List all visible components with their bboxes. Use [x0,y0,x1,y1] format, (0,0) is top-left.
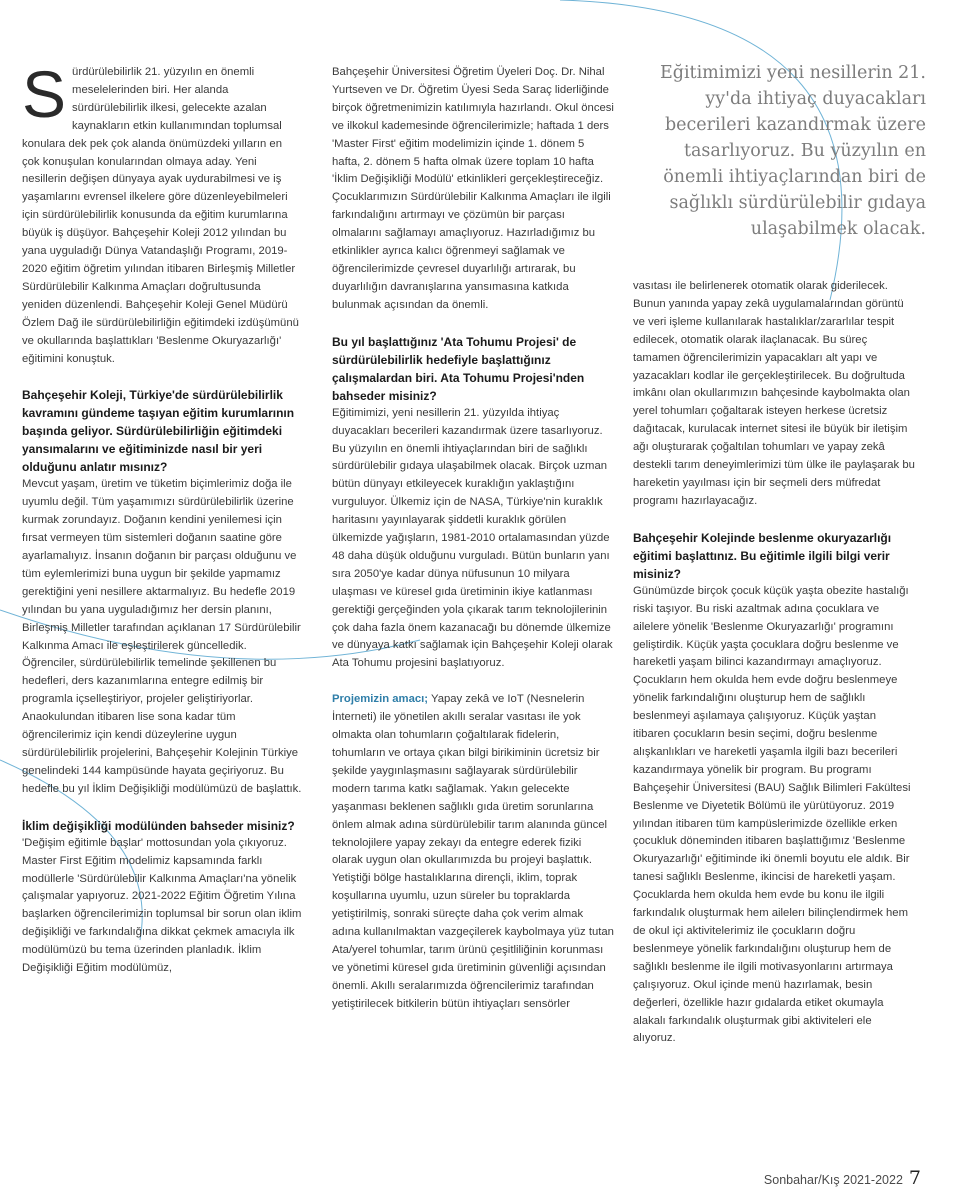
question-4: Bahçeşehir Kolejinde beslenme okuryazarlığı eğitimi başlattınız. Bu eğitimle ilgili bilgi verir misiniz? [633,530,892,581]
question-2: İklim değişikliği modülünden bahseder misiniz? [22,818,295,833]
project-aim-paragraph [332,691,614,1013]
continued-answer-3: vasıtası ile belirlenerek otomatik olarak giderilecek. Bunun yanında yapay zekâ uygulamalarından görüntü ve veri işleme kullanılarak hastalıklar/zararlılar tespit edilecek, otomatik olarak ilaçlanacak. Bu süreç tamamen öğrencilerimizin yapacakları alt yapı ve yazacakları kodlar ile gerçekleştirilecek. Bu doğrultuda imkânı olan okullarımızın bahçesinde kaybolmakta olan yerel tohumları çoğaltarak isteyen herkese ücretsiz dağıtacak, kurulacak internet sitesi ile büyük bir iletişim ağı oluşturarak çoğaltılan tohumları ve yapay zekâ destekli tarım deneyimlerimizi tüm ülke ile paylaşarak bu hareketin yayılması için bir seçmeli ders müfredat programı hazırlayacağız. [633,280,915,507]
column-3 [633,278,915,1048]
answer-1: Mevcut yaşam, üretim ve tüketim biçimlerimiz doğa ile uyumlu değil. Tüm yaşamımızı sürdürülebilirlik üzerine kurmak zorundayız. Doğanın kendini yenilemesi için fırsat vermeyen tüm sistemleri doğanın saatine göre ayarlamalıyız. İnsanın doğanın bir parçası olduğunu ve tüm eylemlerimizi buna uygun bir şekilde yapmamız gerektiğini yeni nesillere aktarmalıyız. Bu hedefle 2019 yılından bu yana uyguladığımız her dersin planını, Birleşmiş Milletler tarafından açıklanan 17 Sürdürülebilir Kalkınma Amacı ile eşleştirilerek güncelledik. Öğrenciler, sürdürülebilirlik temelinde şekillenen bu hedefleri, ders kazanımlarına entegre edilmiş bir programla içselleştiriyor, projeler geliştiriyorlar. Anaokulundan itibaren lise sona kadar tüm öğrencilerimiz için kendi düzeylerine uygun sürdürülebilirlik projelerini, Bahçeşehir Kolejinin Türkiye genelindeki 144 kampüsünde hayata geçiriyoruz. Bu hedefle bu yıl İklim Değişikliği modülümüzü de başlattık. [22,478,302,795]
intro-paragraph [22,57,302,368]
project-aim-lead: Projemizin amacı; [332,693,429,706]
page-footer [764,1167,921,1189]
answer-4: Günümüzde birçok çocuk küçük yaşta obezite hastalığı riski taşıyor. Bu riski azaltmak adına çocuklara ve ailelere yönelik 'Beslenme Okuryazarlığı' programını geliştirdik. Küçük yaşta çocuklara doğru beslenme ve hareketli yaşam bilinci kazandırmayı amaçlıyoruz. Çocukların hem okulda hem evde doğru beslenmeye yönelik farkındalığını oluşturup hem de sağlıklı beslenmeyi aşılamaya çalışıyoruz. Küçük yaştan itibaren çocukların besin seçimi, doğru beslenme alışkanlıkları ve hareketli yaşamla ilgili bazı becerileri kazandırmaya yönelik bir program. Bu programı Bahçeşehir Üniversitesi (BAU) Sağlık Bilimleri Fakültesi Beslenme ve Diyetetik Bölümü ile yürütüyoruz. 2019 yılından itibaren tüm kampüslerimizde özellikle erken çocukluk döneminden itibaren başlattığımız 'Beslenme Okuryazarlığı' eğitiminde iki önemli boyutu ele aldık. Bir tanesi sağlıklı Beslenme, ikincisi de hareketli yaşam. Çocuklarda hem okulda hem evde bu konu ile ilgili farkındalık oluşturmak hem ailelerı bilinçlendirmek hem de okul içi aktivitelerimiz ile çocukların doğru beslenmeye yönelik farkındalığını oluşturup hem de sağlıklı beslenme ile ilgili motivasyonlarını artırmaya çalışıyoruz. Okul içinde menü hazırlamak, besin değerleri, özellikle hazır gıdalarda etiket okumayla alakalı farkındalık oluşturmak gibi aktiviteleri ele alıyoruz. [633,584,911,1045]
column-2 [332,64,614,1014]
pull-quote: Eğitimimizi yeni nesillerin 21. yy'da ihtiyaç duyacakları becerileri kazandırmak üzere tasarlıyoruz. Bu yüzyılın en önemli ihtiyaçlarından biri de sağlıklı sürdürülebilir gıdaya ulaşabilmek olacak. [659,63,926,239]
answer-3: Eğitimimizi, yeni nesillerin 21. yüzyılda ihtiyaç duyacakları becerileri kazandırmak üzere tasarlıyoruz. Bu yüzyılın en önemli ihtiyaçlarından biri de sağlıklı sürdürülebilir gıdaya ulaşabilmek olacak. Birçok uzman bütün dünyayı etkileyecek kuraklığın yaklaştığını vurguluyor. Ülkemiz için de NASA, Türkiye'nin kuraklık haritasını yayınlayarak şiddetli kuraklık görülen ülkemizde yağışların, 1981-2010 ortalamasından yüzde 48 daha düşük olduğunu vurguladı. Bütün bunların yanı sıra 2050'ye kadar dünya nüfusunun 10 milyara ulaşması ve küresel gıda üretiminin ikiye katlanması gerektiği gerçeğinden yola çıkarak tarım teknolojilerinin çok daha fazla önem kazanacağı bu dönemde ülkemize ve dünyaya katkı sağlamak için Bahçeşehir Koleji olarak Ata Tohumu projesini başlatıyoruz. [332,406,613,670]
question-3: Bu yıl başlattığınız 'Ata Tohumu Projesi' de sürdürülebilirlik hedefiyle başlattığınız çalışmalardan biri. Ata Tohumu Projesi'nden bahseder misiniz? [332,334,585,403]
answer-2: 'Değişim eğitimle başlar' mottosundan yola çıkıyoruz. Master First Eğitim modelimiz kapsamında farklı modüllerle 'Sürdürülebilir Kalkınma Amaçları'na yönelik çalışmalar yapıyoruz. 2021-2022 Eğitim Öğretim Yılına başlarken öğrencilerimizin toplumsal bir sorun olan iklim değişikliği ve farkındalığına dikkat çekmek amacıyla ilk modülümüzü bu tema üzerinden planladık. İklim Değişikliği Eğitim modülümüz, [22,836,302,975]
intro-text: ürdürülebilirlik 21. yüzyılın en önemli meselelerinden biri. Her alanda sürdürülebilirlik ilkesi, gelecekte azalan kaynakların etkin kullanımından toplumsal konulara dek pek çok alanda önümüzdeki yılların en çok konuşulan konularından olmaya aday. Yeni nesillerin değişen dünyaya ayak uydurabilmesi ve iş yaşamlarını evrensel ilkelere göre düzenleyebilmeleri için sürdürülebilirlik konusunda da eğitim kurumlarına büyük iş düşüyor. Bahçeşehir Koleji 2012 yılından bu yana uyguladığı Dünya Vatandaşlığı Programı, 2019-2020 eğitim öğretim yılından itibaren Birleşmiş Milletler Sürdürülebilir Kalkınma Amaçları doğrultusunda yeniden düzenlendi. Bahçeşehir Koleji Genel Müdürü Özlem Dağ ile sürdürülebilirliğin eğitimdeki izdüşümünü ve okullarında başlattıkları 'Beslenme Okuryazarlığı' eğitimini konuştuk. [22,66,299,365]
question-1: Bahçeşehir Koleji, Türkiye'de sürdürülebilirlik kavramını gündeme taşıyan eğitim kurumlarının başında geliyor. Sürdürülebilirliğin eğitimdeki yansımalarını ve eğitiminizde nasıl bir yeri olduğunu anlatır mısınız? [22,388,295,475]
column-1 [22,57,302,978]
continued-answer-2: Bahçeşehir Üniversitesi Öğretim Üyeleri Doç. Dr. Nihal Yurtseven ve Dr. Öğretim Üyesi Seda Saraç liderliğinde birçok öğretmenimizin katılımıyla hazırlandı. Okul öncesi ve ilkokul kademesinde öğrencilerimizle; haftada 1 ders 'Master First' eğitim modelimizin içinde 1. dönem 5 hafta, 2. dönem 5 hafta olmak üzere toplam 10 hafta 'İklim Değişikliği Modülü' etkinlikleri gerçekleştireceğiz. Çocuklarımızın Sürdürülebilir Kalkınma Amaçları ile ilgili farkındalığını artırmayı ve çözümün bir parçası olmalarını sağlamayı amaçlıyoruz. Hazırladığımız bu etkinlikler ayrıca kalıcı öğrenmeyi sağlamak ve öğrencilerimizde çevresel duyarlılığı artırarak, bu duyarlılığın davranışlarına yansımasına katkıda bulunmak açısından da önemli. [332,66,614,311]
page-number: 7 [908,1167,921,1189]
issue-label: Sonbahar/Kış 2021-2022 [763,1173,903,1187]
project-aim-text: Yapay zekâ ve IoT (Nesnelerin İnterneti) ile yönetilen akıllı seralar vasıtası ile yok olmakta olan tohumların çoğaltılarak fidelerin, tohumların ve ortaya çıkan bilgi birikiminin ücretsiz bir şekilde yaygınlaşmasını sağlayarak sürdürülebilir modern tarıma katkı sağlamak. Yakın gelecekte yaşanması beklenen sağlıklı gıda üretim sorunlarına önlem almak adına sürdürülebilir tarım alanında güncel teknolojilere yapay zekayı da entegre ederek fiziki olarak uygun olan okullarımızda bu projeyi başlattık. Yetiştiği bölge hastalıklarına dirençli, iklim, toprak koşullarına uyumlu, uzun süreler bu topraklarda yetiştirilmiş, sonraki süreçte daha çok verim almak adına kullanılmaktan vazgeçilerek kaybolmaya yüz tutan Ata/yerel tohumlar, tarım ürünü çeşitliliğinin korunması ve yönetimi küresel gıda üretiminin güvenliği açısından önemli. Akıllı seralarımızda öğrencilerimiz tarafından yetiştirilecek bitkilerin bütün ihtiyaçları sensörler [332,693,614,1010]
drop-cap: S [22,57,67,131]
